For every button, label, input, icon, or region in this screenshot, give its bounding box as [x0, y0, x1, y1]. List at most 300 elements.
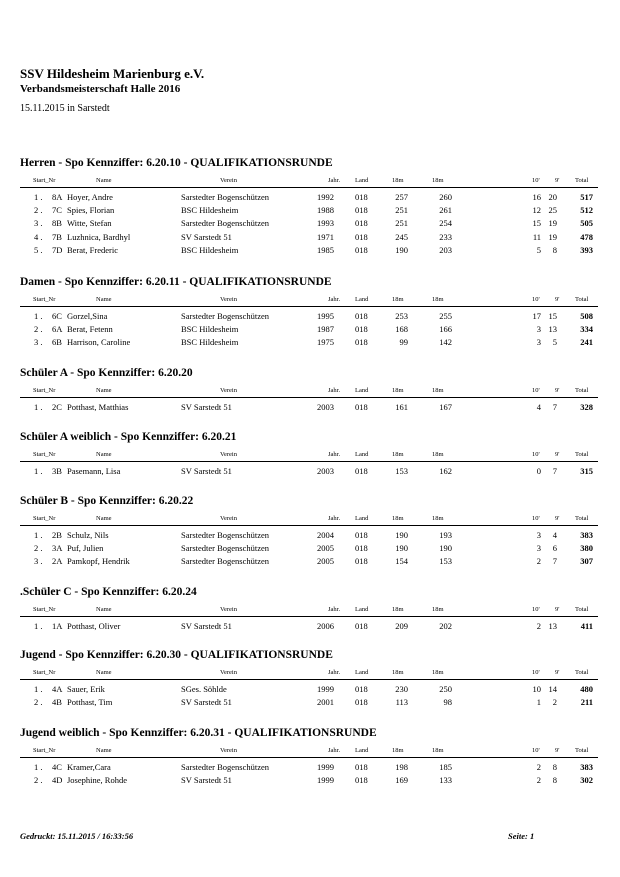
birth-year-cell: 2006 — [317, 621, 334, 631]
club-cell: SV Sarstedt 51 — [181, 231, 232, 242]
nines-count-cell: 8 — [552, 762, 557, 772]
region-cell: 018 — [355, 192, 368, 202]
archer-name-cell: Pasemann, Lisa — [67, 466, 121, 476]
start-number-cell: 8A — [52, 192, 63, 202]
column-jahrgang: Jahr. — [328, 177, 341, 184]
column-land: Land — [355, 296, 369, 303]
region-cell: 018 — [355, 402, 368, 412]
round-1-score-cell: 169 — [395, 775, 408, 786]
place-cell: 1 . — [34, 530, 43, 540]
column-tens: 10' — [532, 451, 540, 458]
nines-count-cell: 19 — [548, 218, 557, 229]
column-verein: Verein — [220, 296, 237, 303]
column-land: Land — [355, 387, 369, 394]
region-cell: 018 — [355, 466, 368, 476]
table-row — [0, 218, 620, 230]
start-number-cell: 6C — [52, 311, 62, 321]
archer-name-cell: Luzhnica, Bardhyl — [67, 231, 131, 242]
column-round-1: 18m — [392, 606, 404, 613]
round-1-score-cell: 113 — [395, 697, 408, 708]
birth-year-cell: 1987 — [317, 324, 334, 335]
column-verein: Verein — [220, 387, 237, 394]
round-2-score-cell: 185 — [439, 762, 452, 772]
club-cell: SV Sarstedt 51 — [181, 466, 232, 476]
place-cell: 1 . — [34, 192, 43, 202]
total-score-cell: 508 — [580, 311, 593, 321]
table-row — [0, 466, 620, 478]
column-name: Name — [96, 515, 112, 522]
birth-year-cell: 2003 — [317, 466, 334, 476]
club-cell: SV Sarstedt 51 — [181, 402, 232, 412]
column-round-2: 18m — [432, 387, 444, 394]
table-row — [0, 232, 620, 244]
column-round-2: 18m — [432, 515, 444, 522]
place-cell: 3 . — [34, 337, 43, 348]
club-cell: BSC Hildesheim — [181, 337, 239, 348]
archer-name-cell: Potthast, Oliver — [67, 621, 121, 631]
round-1-score-cell: 245 — [395, 231, 408, 242]
column-round-1: 18m — [392, 296, 404, 303]
table-row — [0, 621, 620, 633]
start-number-cell: 3B — [52, 466, 62, 476]
round-2-score-cell: 250 — [439, 684, 452, 694]
round-1-score-cell: 190 — [395, 543, 408, 554]
birth-year-cell: 2001 — [317, 697, 334, 708]
header-rule — [20, 306, 598, 307]
birth-year-cell: 2004 — [317, 530, 334, 540]
column-jahrgang: Jahr. — [328, 451, 341, 458]
region-cell: 018 — [355, 218, 368, 229]
column-land: Land — [355, 177, 369, 184]
start-number-cell: 7B — [52, 231, 62, 242]
club-cell: Sarstedter Bogenschützen — [181, 311, 270, 321]
column-jahrgang: Jahr. — [328, 606, 341, 613]
birth-year-cell: 1971 — [317, 231, 334, 242]
column-round-1: 18m — [392, 669, 404, 676]
print-timestamp: Gedruckt: 15.11.2015 / 16:33:56 — [20, 831, 134, 841]
column-verein: Verein — [220, 606, 237, 613]
column-header-row — [0, 387, 620, 397]
header-rule — [20, 461, 598, 462]
archer-name-cell: Puf, Julien — [67, 543, 104, 554]
column-land: Land — [355, 669, 369, 676]
birth-year-cell: 1975 — [317, 337, 334, 348]
birth-year-cell: 1993 — [317, 218, 334, 229]
total-score-cell: 505 — [580, 218, 593, 229]
total-score-cell: 478 — [580, 231, 593, 242]
page-number: Seite: 1 — [508, 831, 535, 841]
column-start-nr: Start_Nr — [33, 515, 56, 522]
place-cell: 2 . — [34, 543, 43, 554]
table-row — [0, 543, 620, 555]
round-1-score-cell: 161 — [395, 402, 408, 412]
tens-count-cell: 1 — [536, 697, 541, 708]
column-land: Land — [355, 451, 369, 458]
total-score-cell: 512 — [580, 205, 593, 216]
place-cell: 2 . — [34, 775, 43, 786]
column-name: Name — [96, 451, 112, 458]
birth-year-cell: 1999 — [317, 684, 334, 694]
column-nines: 9' — [555, 669, 560, 676]
column-header-row — [0, 747, 620, 757]
column-round-2: 18m — [432, 177, 444, 184]
archer-name-cell: Harrison, Caroline — [67, 337, 131, 348]
nines-count-cell: 19 — [548, 231, 557, 242]
column-header-row — [0, 296, 620, 306]
column-land: Land — [355, 515, 369, 522]
archer-name-cell: Gorzel,Sina — [67, 311, 108, 321]
round-2-score-cell: 255 — [439, 311, 452, 321]
header-rule — [20, 525, 598, 526]
round-1-score-cell: 257 — [395, 192, 408, 202]
column-land: Land — [355, 606, 369, 613]
column-verein: Verein — [220, 515, 237, 522]
tens-count-cell: 5 — [536, 244, 541, 255]
birth-year-cell: 1999 — [317, 775, 334, 786]
column-tens: 10' — [532, 515, 540, 522]
section-title: Herren - Spo Kennziffer: 6.20.10 - QUALIFIKATIONSRUNDE — [20, 157, 333, 169]
region-cell: 018 — [355, 311, 368, 321]
section-title: Damen - Spo Kennziffer: 6.20.11 - QUALIFIKATIONSRUNDE — [20, 276, 332, 288]
tens-count-cell: 4 — [536, 402, 541, 412]
archer-name-cell: Sauer, Erik — [67, 684, 105, 694]
total-score-cell: 302 — [580, 775, 593, 786]
nines-count-cell: 2 — [552, 697, 557, 708]
event-title: Verbandsmeisterschaft Halle 2016 — [20, 83, 181, 95]
round-2-score-cell: 142 — [439, 337, 452, 348]
round-1-score-cell: 190 — [395, 244, 408, 255]
region-cell: 018 — [355, 324, 368, 335]
column-nines: 9' — [555, 606, 560, 613]
club-cell: SV Sarstedt 51 — [181, 621, 232, 631]
club-cell: Sarstedter Bogenschützen — [181, 762, 270, 772]
column-total: Total — [575, 515, 589, 522]
table-row — [0, 324, 620, 336]
start-number-cell: 7D — [52, 244, 63, 255]
column-name: Name — [96, 177, 112, 184]
region-cell: 018 — [355, 684, 368, 694]
total-score-cell: 334 — [580, 324, 593, 335]
nines-count-cell: 8 — [552, 244, 557, 255]
column-round-1: 18m — [392, 387, 404, 394]
start-number-cell: 6B — [52, 337, 62, 348]
birth-year-cell: 1988 — [317, 205, 334, 216]
place-cell: 2 . — [34, 205, 43, 216]
tens-count-cell: 2 — [536, 762, 541, 772]
club-cell: Sarstedter Bogenschützen — [181, 530, 270, 540]
table-row — [0, 245, 620, 257]
table-row — [0, 530, 620, 542]
birth-year-cell: 1985 — [317, 244, 334, 255]
region-cell: 018 — [355, 775, 368, 786]
round-1-score-cell: 198 — [395, 762, 408, 772]
place-cell: 5 . — [34, 244, 43, 255]
column-start-nr: Start_Nr — [33, 177, 56, 184]
club-cell: BSC Hildesheim — [181, 205, 239, 216]
region-cell: 018 — [355, 543, 368, 554]
round-2-score-cell: 233 — [439, 231, 452, 242]
place-cell: 2 . — [34, 697, 43, 708]
start-number-cell: 3A — [52, 543, 63, 554]
place-cell: 3 . — [34, 218, 43, 229]
nines-count-cell: 20 — [548, 192, 557, 202]
column-verein: Verein — [220, 669, 237, 676]
column-header-row — [0, 451, 620, 461]
column-verein: Verein — [220, 177, 237, 184]
column-round-2: 18m — [432, 296, 444, 303]
birth-year-cell: 1992 — [317, 192, 334, 202]
table-row — [0, 697, 620, 709]
column-total: Total — [575, 387, 589, 394]
table-row — [0, 337, 620, 349]
section-title: Schüler B - Spo Kennziffer: 6.20.22 — [20, 495, 194, 507]
column-tens: 10' — [532, 669, 540, 676]
tens-count-cell: 3 — [536, 530, 541, 540]
nines-count-cell: 13 — [548, 621, 557, 631]
column-name: Name — [96, 296, 112, 303]
column-jahrgang: Jahr. — [328, 387, 341, 394]
region-cell: 018 — [355, 762, 368, 772]
archer-name-cell: Hoyer, Andre — [67, 192, 113, 202]
start-number-cell: 1A — [52, 621, 63, 631]
region-cell: 018 — [355, 556, 368, 567]
archer-name-cell: Berat, Frederic — [67, 244, 118, 255]
nines-count-cell: 13 — [548, 324, 557, 335]
nines-count-cell: 5 — [552, 337, 557, 348]
region-cell: 018 — [355, 621, 368, 631]
tens-count-cell: 15 — [532, 218, 541, 229]
nines-count-cell: 7 — [552, 556, 557, 567]
place-cell: 1 . — [34, 621, 43, 631]
birth-year-cell: 2005 — [317, 543, 334, 554]
club-cell: SV Sarstedt 51 — [181, 697, 232, 708]
round-1-score-cell: 251 — [395, 205, 408, 216]
column-total: Total — [575, 451, 589, 458]
total-score-cell: 411 — [580, 621, 593, 631]
tens-count-cell: 3 — [536, 337, 541, 348]
round-2-score-cell: 260 — [439, 192, 452, 202]
header-rule — [20, 187, 598, 188]
region-cell: 018 — [355, 231, 368, 242]
column-total: Total — [575, 606, 589, 613]
column-total: Total — [575, 177, 589, 184]
column-total: Total — [575, 669, 589, 676]
club-cell: BSC Hildesheim — [181, 324, 239, 335]
nines-count-cell: 8 — [552, 775, 557, 786]
column-header-row — [0, 177, 620, 187]
round-1-score-cell: 154 — [395, 556, 408, 567]
round-2-score-cell: 133 — [439, 775, 452, 786]
archer-name-cell: Kramer,Cara — [67, 762, 111, 772]
total-score-cell: 315 — [580, 466, 593, 476]
start-number-cell: 6A — [52, 324, 63, 335]
tens-count-cell: 12 — [532, 205, 541, 216]
tens-count-cell: 11 — [532, 231, 541, 242]
region-cell: 018 — [355, 337, 368, 348]
column-nines: 9' — [555, 387, 560, 394]
header-rule — [20, 757, 598, 758]
tens-count-cell: 3 — [536, 324, 541, 335]
table-row — [0, 556, 620, 568]
round-1-score-cell: 209 — [395, 621, 408, 631]
nines-count-cell: 7 — [552, 402, 557, 412]
tens-count-cell: 16 — [532, 192, 541, 202]
archer-name-cell: Spies, Florian — [67, 205, 115, 216]
club-cell: Sarstedter Bogenschützen — [181, 556, 270, 567]
column-start-nr: Start_Nr — [33, 669, 56, 676]
nines-count-cell: 14 — [548, 684, 557, 694]
section-title: Jugend weiblich - Spo Kennziffer: 6.20.31 - QUALIFIKATIONSRUNDE — [20, 727, 377, 739]
column-round-1: 18m — [392, 747, 404, 754]
club-cell: SV Sarstedt 51 — [181, 775, 232, 786]
column-land: Land — [355, 747, 369, 754]
column-round-2: 18m — [432, 451, 444, 458]
club-cell: Sarstedter Bogenschützen — [181, 218, 270, 229]
column-round-2: 18m — [432, 747, 444, 754]
tens-count-cell: 2 — [536, 621, 541, 631]
start-number-cell: 2C — [52, 402, 62, 412]
column-jahrgang: Jahr. — [328, 669, 341, 676]
tens-count-cell: 0 — [536, 466, 541, 476]
archer-name-cell: Potthast, Tim — [67, 697, 113, 708]
total-score-cell: 328 — [580, 402, 593, 412]
column-header-row — [0, 669, 620, 679]
region-cell: 018 — [355, 205, 368, 216]
place-cell: 1 . — [34, 762, 43, 772]
column-nines: 9' — [555, 451, 560, 458]
birth-year-cell: 2005 — [317, 556, 334, 567]
tens-count-cell: 17 — [532, 311, 541, 321]
archer-name-cell: Potthast, Matthias — [67, 402, 129, 412]
column-total: Total — [575, 747, 589, 754]
archer-name-cell: Pamkopf, Hendrik — [67, 556, 130, 567]
column-name: Name — [96, 606, 112, 613]
column-verein: Verein — [220, 747, 237, 754]
nines-count-cell: 25 — [548, 205, 557, 216]
tens-count-cell: 2 — [536, 775, 541, 786]
table-row — [0, 311, 620, 323]
header-rule — [20, 616, 598, 617]
column-nines: 9' — [555, 296, 560, 303]
club-cell: Sarstedter Bogenschützen — [181, 543, 270, 554]
section-title: Schüler A - Spo Kennziffer: 6.20.20 — [20, 367, 193, 379]
table-row — [0, 192, 620, 204]
start-number-cell: 4C — [52, 762, 62, 772]
total-score-cell: 383 — [580, 762, 593, 772]
column-round-1: 18m — [392, 177, 404, 184]
column-tens: 10' — [532, 387, 540, 394]
column-verein: Verein — [220, 451, 237, 458]
column-start-nr: Start_Nr — [33, 747, 56, 754]
start-number-cell: 7C — [52, 205, 62, 216]
place-cell: 3 . — [34, 556, 43, 567]
start-number-cell: 4B — [52, 697, 62, 708]
nines-count-cell: 15 — [548, 311, 557, 321]
column-start-nr: Start_Nr — [33, 296, 56, 303]
column-start-nr: Start_Nr — [33, 451, 56, 458]
header-rule — [20, 679, 598, 680]
event-date: 15.11.2015 in Sarstedt — [20, 103, 110, 114]
column-name: Name — [96, 387, 112, 394]
column-round-1: 18m — [392, 451, 404, 458]
round-2-score-cell: 166 — [439, 324, 452, 335]
round-1-score-cell: 190 — [395, 530, 408, 540]
place-cell: 1 . — [34, 311, 43, 321]
table-row — [0, 775, 620, 787]
round-2-score-cell: 193 — [439, 530, 452, 540]
start-number-cell: 2B — [52, 530, 62, 540]
tens-count-cell: 10 — [532, 684, 541, 694]
birth-year-cell: 2003 — [317, 402, 334, 412]
tens-count-cell: 2 — [536, 556, 541, 567]
section-title: .Schüler C - Spo Kennziffer: 6.20.24 — [20, 586, 197, 598]
column-round-1: 18m — [392, 515, 404, 522]
tens-count-cell: 3 — [536, 543, 541, 554]
column-nines: 9' — [555, 515, 560, 522]
column-round-2: 18m — [432, 669, 444, 676]
total-score-cell: 393 — [580, 244, 593, 255]
column-header-row — [0, 515, 620, 525]
table-row — [0, 684, 620, 696]
place-cell: 4 . — [34, 231, 43, 242]
section-title: Jugend - Spo Kennziffer: 6.20.30 - QUALIFIKATIONSRUNDE — [20, 649, 333, 661]
round-1-score-cell: 251 — [395, 218, 408, 229]
total-score-cell: 211 — [580, 697, 593, 708]
round-2-score-cell: 202 — [439, 621, 452, 631]
total-score-cell: 241 — [580, 337, 593, 348]
club-cell: SGes. Söhlde — [181, 684, 227, 694]
column-name: Name — [96, 669, 112, 676]
total-score-cell: 380 — [580, 543, 593, 554]
place-cell: 1 . — [34, 466, 43, 476]
round-2-score-cell: 261 — [439, 205, 452, 216]
round-1-score-cell: 230 — [395, 684, 408, 694]
column-start-nr: Start_Nr — [33, 606, 56, 613]
place-cell: 2 . — [34, 324, 43, 335]
column-round-2: 18m — [432, 606, 444, 613]
place-cell: 1 . — [34, 684, 43, 694]
round-2-score-cell: 153 — [439, 556, 452, 567]
total-score-cell: 480 — [580, 684, 593, 694]
column-start-nr: Start_Nr — [33, 387, 56, 394]
round-1-score-cell: 168 — [395, 324, 408, 335]
round-1-score-cell: 99 — [399, 337, 408, 348]
column-jahrgang: Jahr. — [328, 296, 341, 303]
total-score-cell: 517 — [580, 192, 593, 202]
start-number-cell: 8B — [52, 218, 62, 229]
column-name: Name — [96, 747, 112, 754]
round-2-score-cell: 254 — [439, 218, 452, 229]
start-number-cell: 4D — [52, 775, 63, 786]
nines-count-cell: 4 — [552, 530, 557, 540]
total-score-cell: 307 — [580, 556, 593, 567]
round-1-score-cell: 253 — [395, 311, 408, 321]
club-cell: BSC Hildesheim — [181, 244, 239, 255]
column-nines: 9' — [555, 177, 560, 184]
start-number-cell: 4A — [52, 684, 63, 694]
round-1-score-cell: 153 — [395, 466, 408, 476]
birth-year-cell: 1999 — [317, 762, 334, 772]
column-jahrgang: Jahr. — [328, 515, 341, 522]
column-jahrgang: Jahr. — [328, 747, 341, 754]
column-tens: 10' — [532, 606, 540, 613]
column-tens: 10' — [532, 296, 540, 303]
archer-name-cell: Berat, Fetenn — [67, 324, 113, 335]
table-row — [0, 762, 620, 774]
table-row — [0, 402, 620, 414]
round-2-score-cell: 190 — [439, 543, 452, 554]
nines-count-cell: 7 — [552, 466, 557, 476]
